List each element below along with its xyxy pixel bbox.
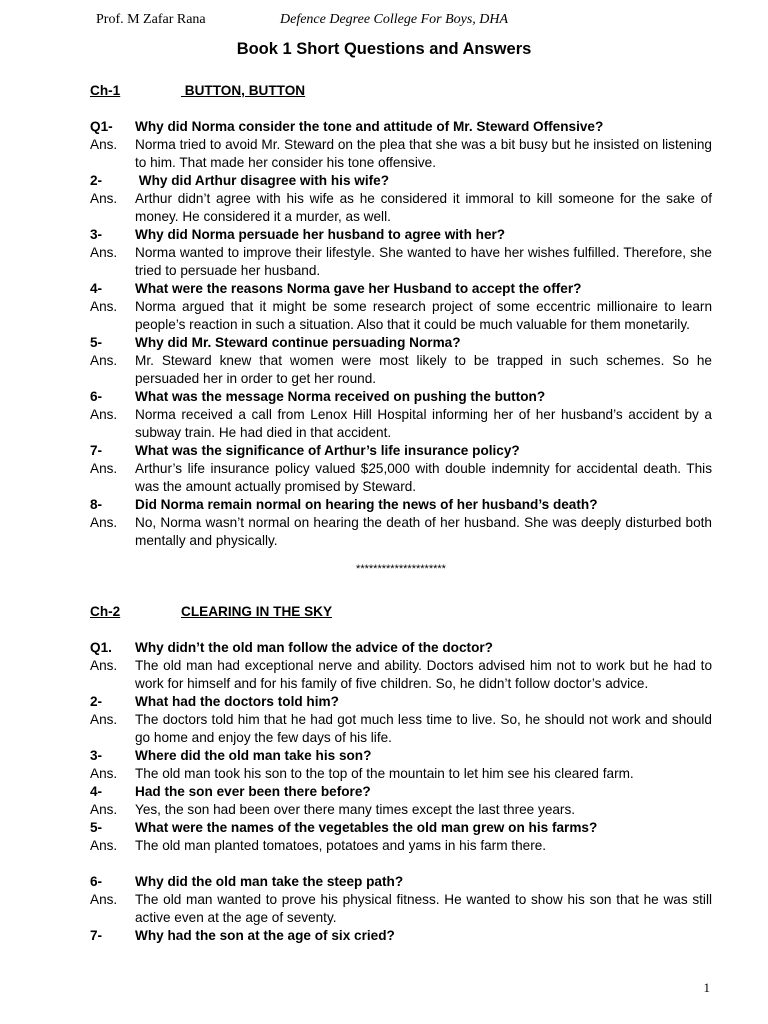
page-number: 1 xyxy=(703,980,710,995)
answer-label: Ans. xyxy=(90,658,118,673)
question-text: What was the significance of Arthur’s life insurance policy? xyxy=(135,443,520,458)
answer-label: Ans. xyxy=(90,766,118,781)
answer-row xyxy=(90,765,712,783)
answer-row xyxy=(90,711,712,747)
question-text: Why did Norma persuade her husband to agree with her? xyxy=(135,227,506,242)
answer-text: No, Norma wasn’t normal on hearing the death of her husband. She was deeply disturbed both mentally and physically. xyxy=(135,515,712,548)
header-college: Defence Degree College For Boys, DHA xyxy=(280,12,509,27)
answer-label: Ans. xyxy=(90,407,118,422)
question-row xyxy=(90,226,712,244)
question-number: 5- xyxy=(90,335,103,350)
question-text: What were the names of the vegetables the old man grew on his farms? xyxy=(135,820,598,835)
answer-label: Ans. xyxy=(90,191,118,206)
question-number: 5- xyxy=(90,820,103,835)
answer-text: The old man wanted to prove his physical fitness. He wanted to show his son that he was still active even at the age of seventy. xyxy=(135,892,712,925)
chapter-label: Ch-2 xyxy=(90,604,121,619)
question-number: 4- xyxy=(90,281,103,296)
answer-row xyxy=(90,837,712,855)
answer-row xyxy=(90,190,712,226)
answer-text: Arthur didn’t agree with his wife as he considered it immoral to kill someone for the sake of money. He considered it a murder, as well. xyxy=(135,191,712,224)
question-row xyxy=(90,280,712,298)
answer-text: The old man had exceptional nerve and ability. Doctors advised him not to work but he had to work for himself and for his family of five children. So, he didn’t follow doctor’s advice. xyxy=(135,658,712,691)
answer-text: Yes, the son had been over there many times except the last three years. xyxy=(135,802,576,817)
section-separator: ********************* xyxy=(356,563,446,575)
answer-text: Norma tried to avoid Mr. Steward on the plea that she was a bit busy but he insisted on listening to him. That made her consider his tone offensive. xyxy=(135,137,712,170)
answer-row xyxy=(90,406,712,442)
question-row xyxy=(90,873,712,891)
answer-label: Ans. xyxy=(90,892,118,907)
question-number: 7- xyxy=(90,443,103,458)
question-text: What were the reasons Norma gave her Husband to accept the offer? xyxy=(135,281,582,296)
question-row xyxy=(90,334,712,352)
header-author: Prof. M Zafar Rana xyxy=(96,12,206,27)
question-row xyxy=(90,496,712,514)
chapter-heading xyxy=(90,82,712,100)
question-row xyxy=(90,927,712,945)
question-text: Why didn’t the old man follow the advice of the doctor? xyxy=(135,640,493,655)
answer-label: Ans. xyxy=(90,461,118,476)
question-row xyxy=(90,388,712,406)
question-row xyxy=(90,118,712,136)
question-number: 6- xyxy=(90,389,103,404)
chapter-title: CLEARING IN THE SKY xyxy=(181,604,333,619)
answer-row xyxy=(90,352,712,388)
question-number: Q1- xyxy=(90,119,113,134)
answer-row xyxy=(90,657,712,693)
question-row xyxy=(90,783,712,801)
question-row xyxy=(90,693,712,711)
answer-label: Ans. xyxy=(90,712,118,727)
question-row xyxy=(90,747,712,765)
question-number: 3- xyxy=(90,748,103,763)
answer-label: Ans. xyxy=(90,245,118,260)
answer-label: Ans. xyxy=(90,515,118,530)
question-text: What had the doctors told him? xyxy=(135,694,339,709)
question-number: 4- xyxy=(90,784,103,799)
answer-label: Ans. xyxy=(90,137,118,152)
answer-row xyxy=(90,244,712,280)
question-number: 7- xyxy=(90,928,103,943)
chapter-heading xyxy=(90,603,712,621)
document-body xyxy=(90,82,712,945)
question-number: 2- xyxy=(90,173,103,188)
answer-text: Norma argued that it might be some research project of some eccentric millionaire to learn people’s reaction in such a situation. Also that it could be much valuable for them monetarily. xyxy=(135,299,712,332)
question-row xyxy=(90,172,712,190)
chapter-title: BUTTON, BUTTON xyxy=(181,83,306,98)
page-title: Book 1 Short Questions and Answers xyxy=(236,40,532,58)
answer-text: The old man planted tomatoes, potatoes and yams in his farm there. xyxy=(135,838,547,853)
question-number: 3- xyxy=(90,227,103,242)
question-text: Where did the old man take his son? xyxy=(135,748,372,763)
question-number: Q1. xyxy=(90,640,112,655)
question-number: 2- xyxy=(90,694,103,709)
answer-label: Ans. xyxy=(90,802,118,817)
answer-text: Mr. Steward knew that women were most likely to be trapped in such schemes. So he persuaded her in order to get her round. xyxy=(135,353,712,386)
answer-text: The old man took his son to the top of the mountain to let him see his cleared farm. xyxy=(135,766,634,781)
question-number: 6- xyxy=(90,874,103,889)
question-row xyxy=(90,639,712,657)
answer-row xyxy=(90,801,712,819)
answer-row xyxy=(90,891,712,927)
question-number: 8- xyxy=(90,497,103,512)
answer-row xyxy=(90,136,712,172)
answer-label: Ans. xyxy=(90,838,118,853)
answer-text: Arthur’s life insurance policy valued $25,000 with double indemnity for accidental death. This was the amount actually promised by Steward. xyxy=(135,461,712,494)
question-text: Why did the old man take the steep path? xyxy=(135,874,404,889)
answer-label: Ans. xyxy=(90,299,118,314)
answer-row xyxy=(90,298,712,334)
answer-label: Ans. xyxy=(90,353,118,368)
answer-text: Norma wanted to improve their lifestyle. She wanted to have her wishes fulfilled. Therefore, she tried to persuade her husband. xyxy=(135,245,712,278)
question-text: Why did Norma consider the tone and attitude of Mr. Steward Offensive? xyxy=(135,119,604,134)
question-text: What was the message Norma received on pushing the button? xyxy=(135,389,546,404)
answer-text: The doctors told him that he had got much less time to live. So, he should not work and should go home and enjoy the few days of his life. xyxy=(135,712,712,745)
chapter-label: Ch-1 xyxy=(90,83,121,98)
question-text: Why did Mr. Steward continue persuading Norma? xyxy=(135,335,461,350)
question-text: Why had the son at the age of six cried? xyxy=(135,928,395,943)
answer-text: Norma received a call from Lenox Hill Hospital informing her of her husband’s accident by a subway train. He had died in that accident. xyxy=(135,407,712,440)
answer-row xyxy=(90,460,712,496)
question-row xyxy=(90,819,712,837)
answer-row xyxy=(90,514,712,550)
question-text: Had the son ever been there before? xyxy=(135,784,371,799)
question-text: Did Norma remain normal on hearing the news of her husband’s death? xyxy=(135,497,598,512)
question-row xyxy=(90,442,712,460)
question-text: Why did Arthur disagree with his wife? xyxy=(135,173,390,188)
